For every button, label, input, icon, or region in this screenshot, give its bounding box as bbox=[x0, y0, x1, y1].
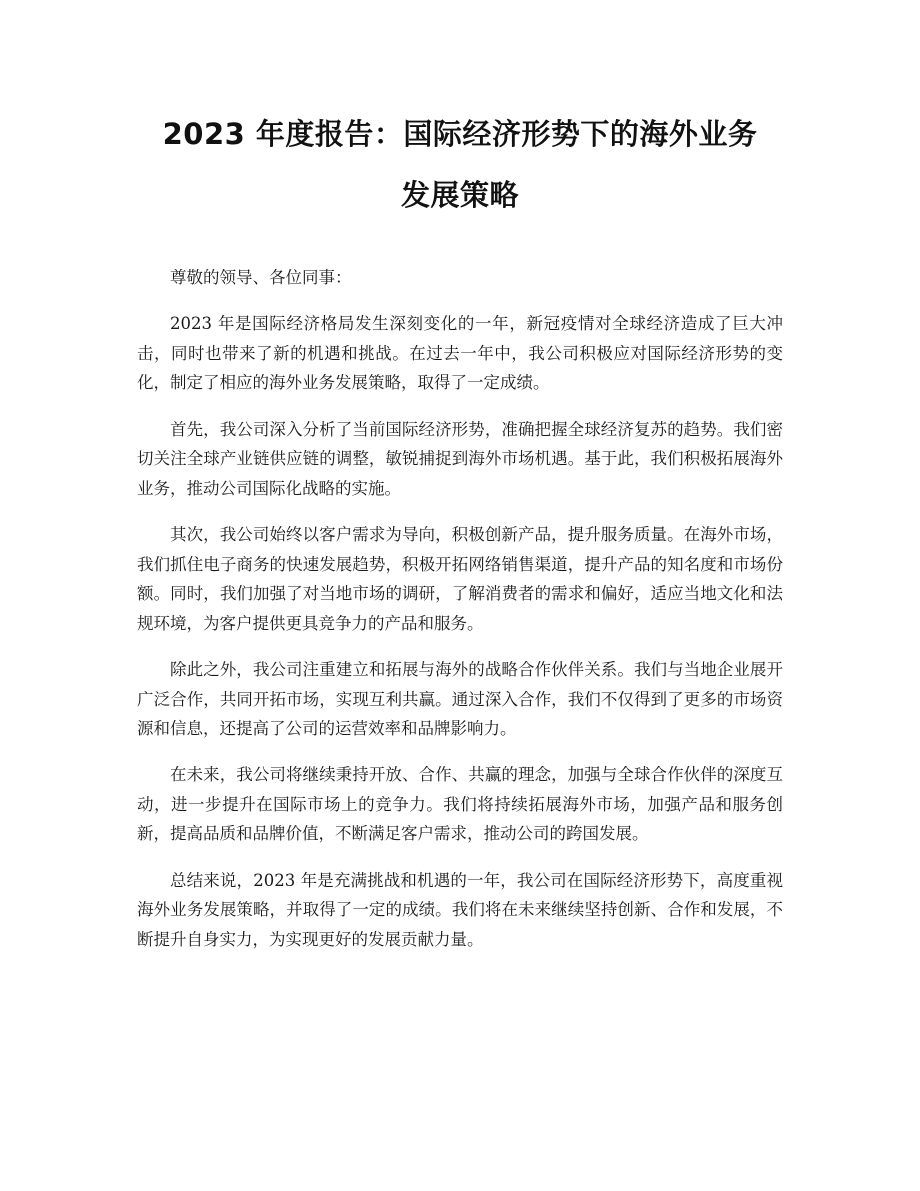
title-line-2: 发展策略 bbox=[400, 178, 519, 212]
paragraph-1: 2023 年是国际经济格局发生深刻变化的一年，新冠疫情对全球经济造成了巨大冲击，同时也带来了新的机遇和挑战。在过去一年中，我公司积极应对国际经济形势的变化，制定了相应的海外业务发展策略，取得了一定成绩。 bbox=[137, 314, 783, 393]
document-title bbox=[137, 0, 783, 226]
document-body bbox=[137, 263, 783, 954]
title-line-1: 2023 年度报告：国际经济形势下的海外业务 bbox=[162, 117, 758, 151]
paragraph-6: 总结来说，2023 年是充满挑战和机遇的一年，我公司在国际经济形势下，高度重视海外业务发展策略，并取得了一定的成绩。我们将在未来继续坚持创新、合作和发展，不断提升自身实力，为实现更好的发展贡献力量。 bbox=[137, 870, 783, 949]
paragraph-5: 在未来，我公司将继续秉持开放、合作、共赢的理念，加强与全球合作伙伴的深度互动，进一步提升在国际市场上的竞争力。我们将持续拓展海外市场，加强产品和服务创新，提高品质和品牌价值，不断满足客户需求，推动公司的跨国发展。 bbox=[137, 765, 783, 844]
paragraph-2: 首先，我公司深入分析了当前国际经济形势，准确把握全球经济复苏的趋势。我们密切关注全球产业链供应链的调整，敏锐捕捉到海外市场机遇。基于此，我们积极拓展海外业务，推动公司国际化战略的实施。 bbox=[137, 419, 783, 498]
greeting: 尊敬的领导、各位同事： bbox=[170, 268, 352, 287]
paragraph-4: 除此之外，我公司注重建立和拓展与海外的战略合作伙伴关系。我们与当地企业展开广泛合作，共同开拓市场，实现互利共赢。通过深入合作，我们不仅得到了更多的市场资源和信息，还提高了公司的运营效率和品牌影响力。 bbox=[137, 659, 783, 739]
paragraph-3: 其次，我公司始终以客户需求为导向，积极创新产品，提升服务质量。在海外市场，我们抓住电子商务的快速发展趋势，积极开拓网络销售渠道，提升产品的知名度和市场份额。同时，我们加强了对当地市场的调研，了解消费者的需求和偏好，适应当地文化和法规环境，为客户提供更具竞争力的产品和服务。 bbox=[137, 524, 783, 633]
